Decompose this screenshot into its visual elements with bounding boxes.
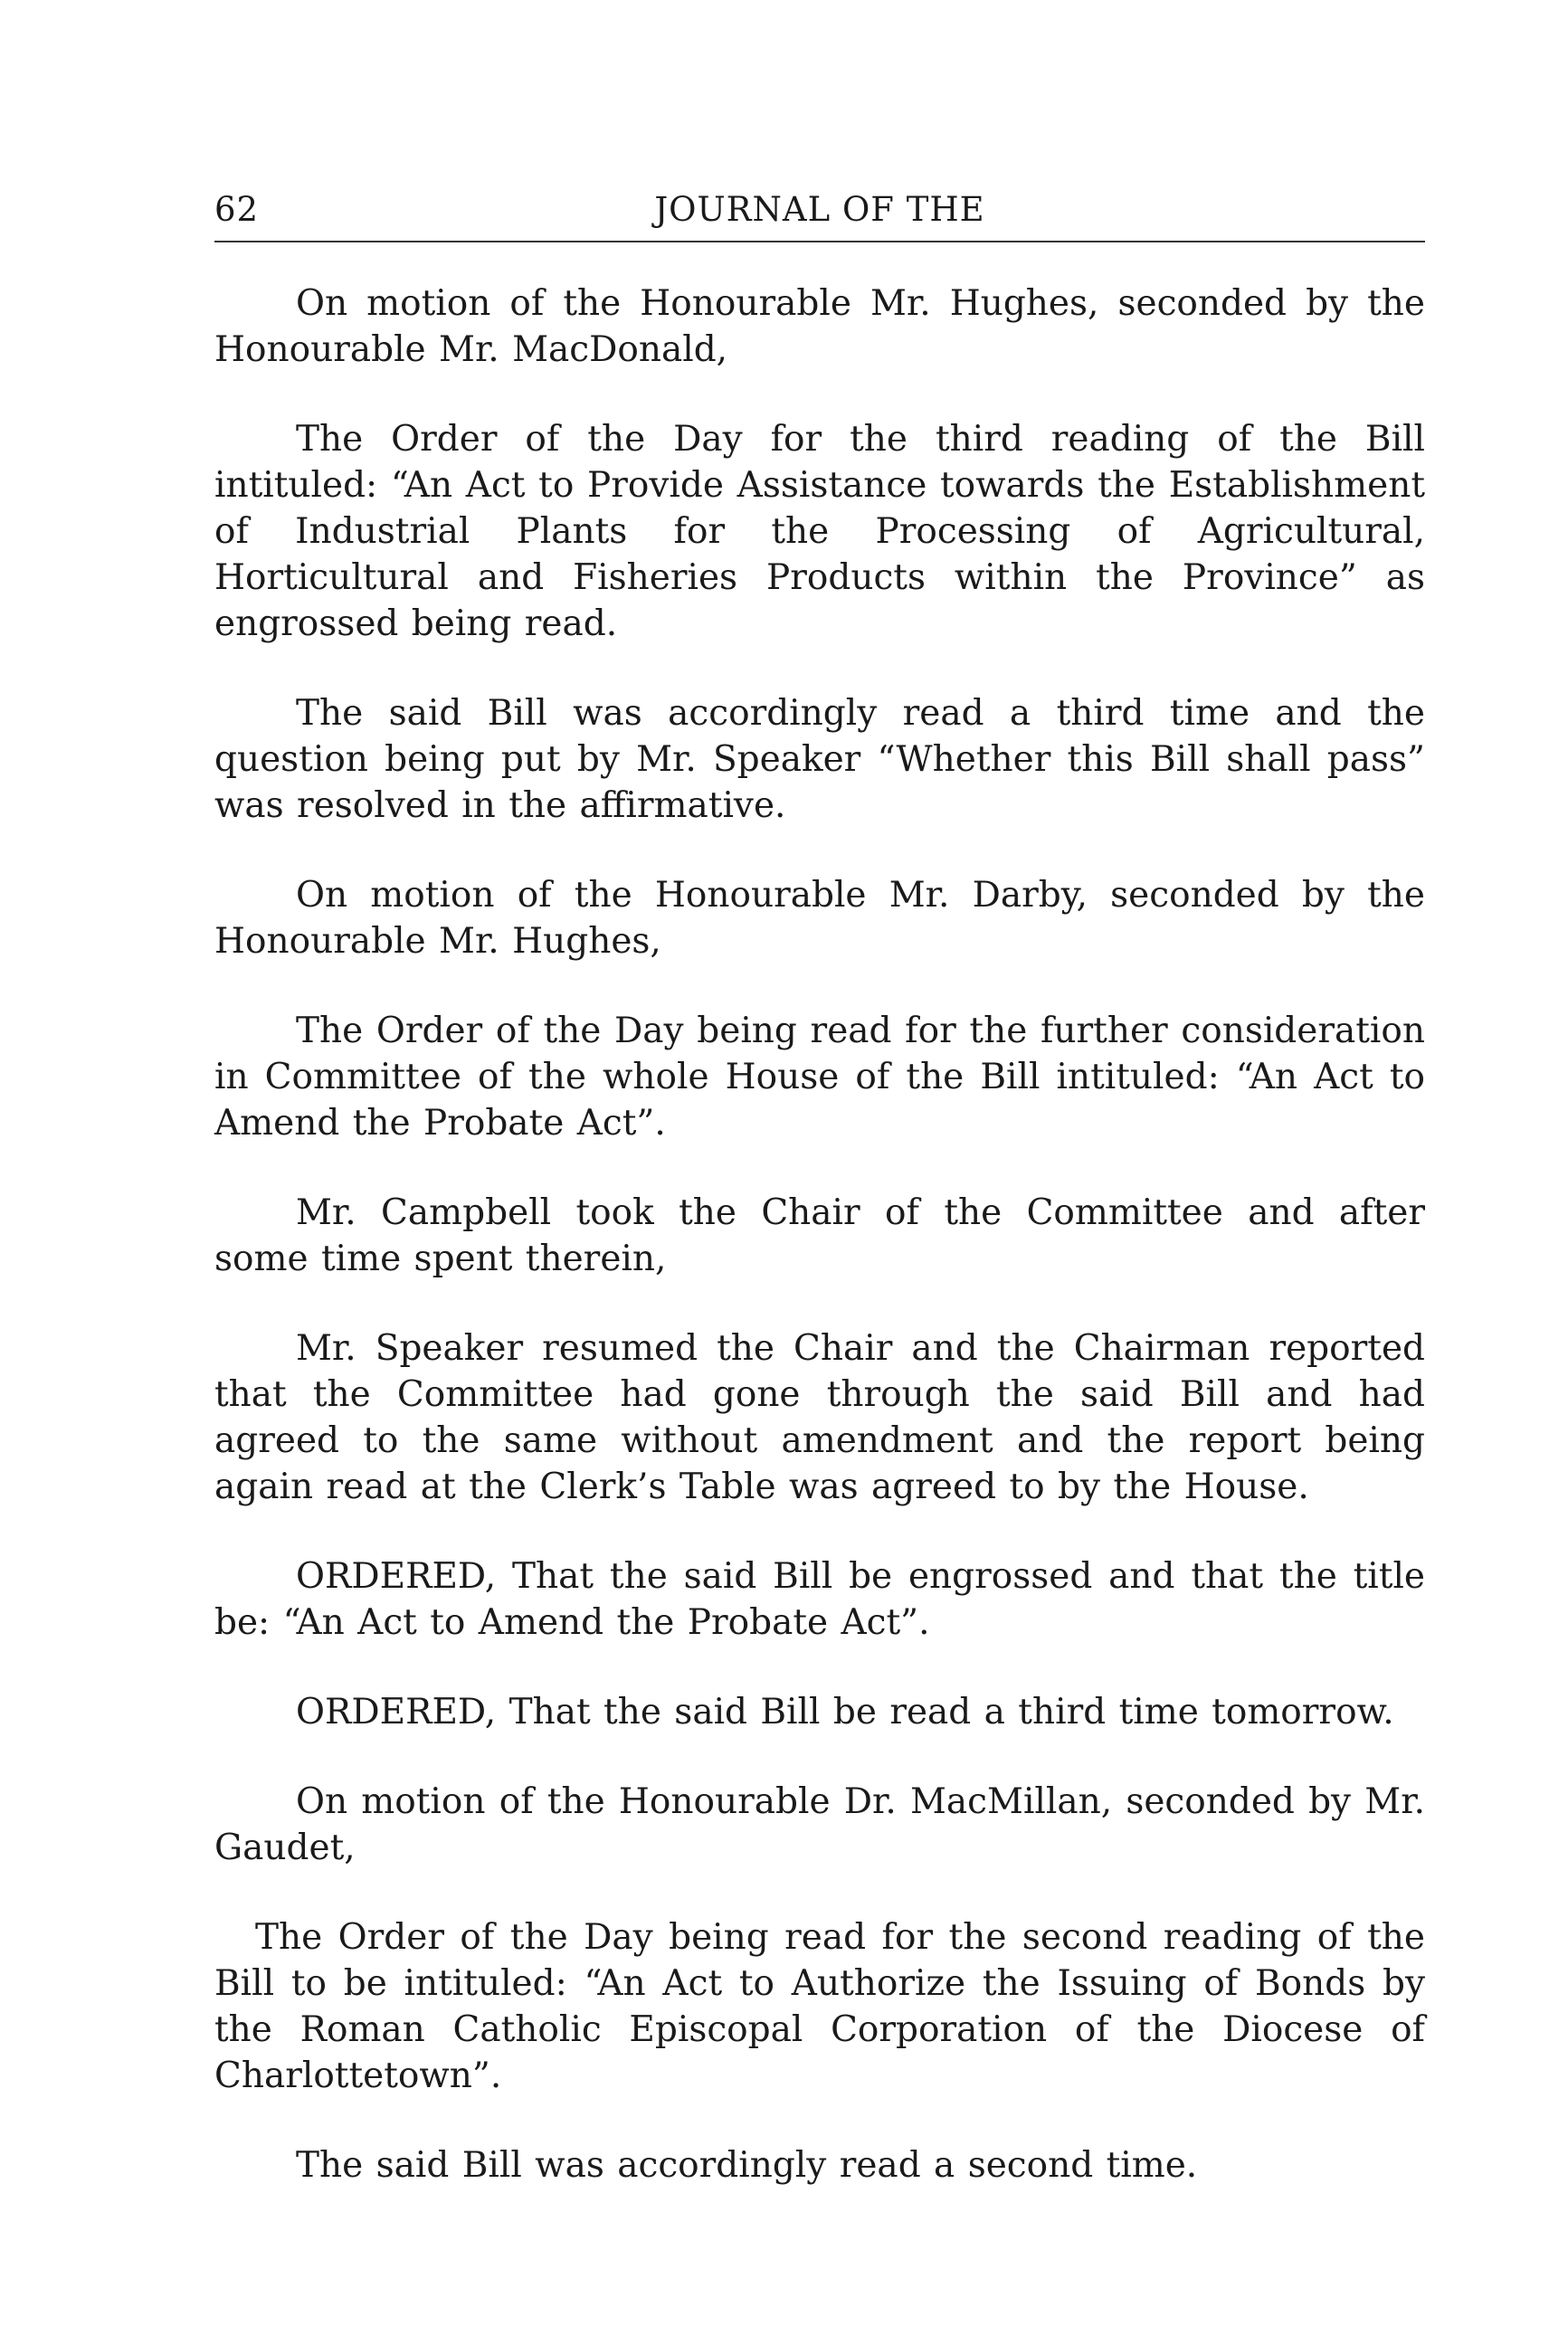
paragraph-ordered-third-reading: ORDERED, That the said Bill be read a third time tomorrow. — [296, 1692, 1394, 1733]
paragraph-second-reading-result: The said Bill was accordingly read a second time. — [296, 2145, 1198, 2186]
paragraph-third-reading-result: The said Bill was accordingly read a third time and the question being put by Mr. Speaker “Whether this Bill shall pass” was resolved in the affirmative. — [214, 693, 1425, 826]
header-rule — [214, 241, 1425, 242]
paragraph-motion-macmillan: On motion of the Honourable Dr. MacMillan, seconded by Mr. Gaudet, — [214, 1781, 1425, 1868]
paragraph-third-reading-order: The Order of the Day for the third reading of the Bill intituled: “An Act to Provide Assistance towards the Establishment of Industrial Plants for the Processing of Agricultural, Horticultural and Fisheries Products within the Province” as engrossed being read. — [214, 419, 1425, 644]
paragraph-campbell-chair: Mr. Campbell took the Chair of the Committee and after some time spent therein, — [214, 1192, 1425, 1279]
running-title: JOURNAL OF THE — [654, 190, 985, 229]
paragraph-second-reading-order: The Order of the Day being read for the second reading of the Bill to be intituled: “An Act to Authorize the Issuing of Bonds by the Roman Catholic Episcopal Corporation of the Diocese of Charlottetown”. — [214, 1917, 1425, 2096]
paragraph-speaker-resumed: Mr. Speaker resumed the Chair and the Chairman reported that the Committee had gone through the said Bill and had agreed to the same without amendment and the report being again read at the Clerk’s Table was agreed to by the House. — [214, 1328, 1425, 1507]
page-body — [214, 280, 1425, 2232]
page-header — [214, 181, 1425, 235]
journal-page — [214, 181, 1425, 2186]
paragraph-ordered-engrossed: ORDERED, That the said Bill be engrossed and that the title be: “An Act to Amend the Probate Act”. — [214, 1556, 1425, 1643]
paragraph-committee-order: The Order of the Day being read for the further consideration in Committee of the whole House of the Bill intituled: “An Act to Amend the Probate Act”. — [214, 1011, 1425, 1144]
paragraph-motion-hughes: On motion of the Honourable Mr. Hughes, seconded by the Honourable Mr. MacDonald, — [214, 283, 1425, 370]
page-number: 62 — [214, 190, 260, 229]
paragraph-motion-darby: On motion of the Honourable Mr. Darby, seconded by the Honourable Mr. Hughes, — [214, 875, 1425, 962]
